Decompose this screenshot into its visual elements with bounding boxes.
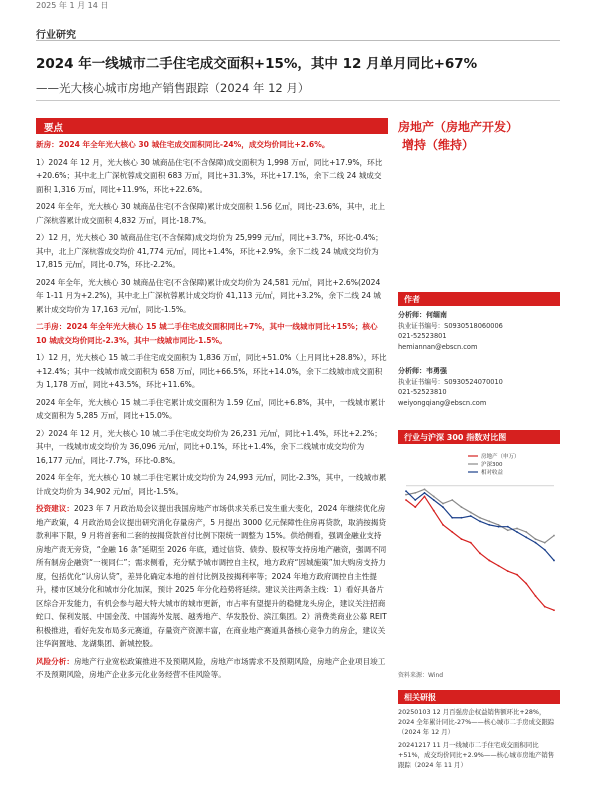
related-box [398,690,560,770]
analyst-cert: 执业证书编号：S0930524070010 [398,377,503,386]
paragraph-text: 2024 年全年，光大核心 10 城二手住宅累计成交均价为 24,993 元/㎡，同比-2.3%，其中，一线城市累计成交均价为 34,902 元/㎡，同比-1.5%。 [36,473,387,496]
chart-legend-label: 相对收益 [481,470,504,476]
chart-point [544,606,546,608]
chart-point [535,542,537,544]
chart-point [507,570,509,572]
body-paragraph [36,351,388,392]
chart-point [498,565,500,567]
chart-point [516,528,518,530]
paragraph-text: 1）2024 年 12 月，光大核心 30 城商品住宅(不含保障)成交面积为 1,998 万㎡，同比+17.9%，环比+20.6%；其中北上广深杭蓉成交面积 683 万㎡，同比+31.3%，环比+17.1%，余下二线 24 城成交面积 1,316 万㎡，同比+11.9%，环比+22.6%。 [36,157,383,194]
page-title: 2024 年一线城市二手住宅成交面积+15%，其中 12 月单月同比+67% [36,56,478,72]
paragraph-text: 2）2024 年 12 月，光大核心 10 城二手住宅成交均价为 26,231 元/㎡，同比+1.4%，环比+2.2%；其中，一线城市成交均价为 36,096 元/㎡，同比+0.1%，环比+1.4%，余下二线城市成交均价为 16,177 元/㎡，同比-7.7%，环比-0.8%。 [36,428,382,465]
chart-point [525,536,527,538]
analyst-card [398,366,560,408]
paragraph-lead: 风险分析： [36,656,74,666]
chart-point [488,524,490,526]
chart-header: 行业与沪深 300 指数对比图 [398,430,560,444]
sidebar [398,118,560,769]
chart-point [544,549,546,551]
chart-point [498,526,500,528]
analyst-card [398,310,560,352]
main-body [36,138,388,686]
chart-point [461,506,463,508]
chart-point [424,488,426,490]
related-report-link[interactable]: 20241217 11 月一线城市二手住宅成交面积同比+51%，成交均价同比+2.9%——核心城市房地产销售跟踪（2024 年 11 月） [398,741,555,769]
chart-point [498,524,500,526]
paragraph-lead: 二手房：2024 年全年光大核心 15 城二手住宅成交面积同比+7%，其中一线城市同比+15%；核心 10 城成交均价同比-2.3%，其中一线城市同比-1.5%。 [36,322,378,345]
chart-point [405,494,407,496]
chart-point [405,499,407,501]
chart-point [451,517,453,519]
chart-point [461,538,463,540]
section-bar [36,118,388,134]
paragraph-text: 2024 年全年，光大核心 30 城商品住宅(不含保障)累计成交均价为 24,581 元/㎡，同比+2.6%(2024 年 1-11 月为+2.2%)，其中北上广深杭蓉累计成交均价 41,113 元/㎡，同比+3.2%，余下二线 24 城累计成交均价为 17,163 元/㎡，同比-1.5%。 [36,277,381,314]
chart-point [488,560,490,562]
paragraph-text: 2）12 月，光大核心 30 城商品住宅(不含保障)成交均价为 25,999 元/㎡，同比+3.7%，环比-0.4%；其中，北上广深杭蓉成交均价 41,774 元/㎡，同比+1.4%，环比+2.9%，余下二线 24 城成交均价为 17,815 元/㎡，同比-0.7%，环比-2.2%。 [36,233,383,269]
chart-point [433,510,435,512]
chart-source: 资料来源：Wind [398,672,444,679]
body-paragraph [36,231,388,272]
chart-point [470,542,472,544]
chart-point [516,574,518,576]
body-paragraph [36,138,388,152]
paragraph-text: 房地产行业宽松政策推进不及预期风险，房地产市场需求不及预期风险，房地产企业项目竣工不及预期风险，房地产企业多元化业务经营不佳风险等。 [36,656,386,679]
paragraph-text: 2023 年 7 月政治局会议提出我国房地产市场供求关系已发生重大变化，2024 年继续优化房地产政策，4 月政治局会议提出研究消化存量房产，5 月提出 3000 亿元保障性住房再贷款，取消按揭贷款利率下限，9 月将首套和二套的按揭贷款首付比例下限统一调整为 15%。供给侧看，强调金融业支持房地产责无旁贷，“金融 16 条”延期至 2026 年底，通过信贷、债券、股权等支持房地产融资，强调不同所有制房企融资“一视同仁”；需求侧看，充分赋予城市调控自主权，地方政府“因城施策”加大购房支持力度，包括优化“认房认贷”，差异化确定本地的首付比例及按揭利率等；2024 年地方政府调控自主性提升，楼市区域分化和城市分化加深，预计 2025 年分化趋势将延续。建议关注两条主线：1）看好具备片区综合开发能力，有机会参与超大特大城市的城市更新，市占率有望提升的稳健龙头房企，建议关注招商蛇口、保利发展、中国金茂、中国海外发展、越秀地产、华发股份、滨江集团。2）消费类商业公募 REIT 积极推进，看好先发布局多元赛道，存量资产资源丰富，在商业地产赛道具备核心竞争力的房企，建议关注华润置地、龙湖集团、新城控股。 [36,504,387,648]
body-paragraph [36,427,388,468]
paragraph-text: 2024 年全年，光大核心 30 城商品住宅(不含保障)累计成交面积 1.56 亿㎡，同比-23.6%，其中，北上广深杭蓉累计成交面积 4,832 万㎡，同比-18.7%。 [36,202,385,225]
chart-point [405,490,407,492]
chart-point [461,517,463,519]
rating-industry: 房地产（房地产开发） [398,120,519,134]
chart-point [535,538,537,540]
body-paragraph [36,156,388,197]
chart-point [516,531,518,533]
chart-point [525,531,527,533]
analyst-email[interactable]: weiyongqiang@ebscn.com [398,398,487,407]
paragraph-lead: 新房：2024 年全年光大核心 30 城住宅成交面积同比-24%，成交均价同比+2.6%。 [36,140,330,149]
chart-point [479,517,481,519]
chart-point [414,499,416,501]
chart-point [470,512,472,514]
body-paragraph [36,200,388,227]
chart-series-line [406,489,554,542]
chart-point [488,520,490,522]
analyst-list [398,310,560,408]
paragraph-lead: 投资建议： [36,504,74,513]
related-report-link[interactable]: 20250103 12 月百强房企权益销售额环比+28%，2024 全年累计同比-27%——核心城市二手房成交跟踪（2024 年 12 月） [398,708,555,736]
body-paragraph [36,276,388,317]
chart-point [442,503,444,505]
top-divider [36,40,560,41]
chart-point [414,492,416,494]
chart-point [442,506,444,508]
chart-svg [398,448,560,668]
chart-point [451,531,453,533]
related-header: 相关研报 [398,690,560,704]
chart-box [398,430,560,679]
author-box [398,292,560,408]
author-header: 作者 [398,292,560,306]
chart-point [507,529,509,531]
section-label: 要点 [44,123,64,134]
chart-point [553,609,555,611]
chart-point [544,542,546,544]
chart-point [470,515,472,517]
chart-legend-label: 房地产（申万） [481,454,520,460]
paragraph-text: 1）12 月，光大核心 15 城二手住宅成交面积为 1,836 万㎡，同比+51.0%（上月同比+28.8%），环比+12.4%；其中一线城市成交面积为 658 万㎡，同比+66.5%，环比+14.0%，余下二线城市成交面积为 1,178 万㎡，同比+43.5%，环比+11.6%。 [36,353,387,389]
body-paragraph [36,396,388,423]
chart-point [479,520,481,522]
body-paragraph [36,655,388,682]
chart-point [442,524,444,526]
body-paragraph [36,471,388,498]
chart-point [507,526,509,528]
chart-area [398,448,560,668]
page-subtitle: ——光大核心城市房地产销售跟踪（2024 年 12 月） [36,81,310,95]
chart-point [433,496,435,498]
analyst-cert: 执业证书编号：S0930518060006 [398,321,503,330]
body-paragraph [36,320,388,347]
mid-divider [36,100,560,101]
report-category: 行业研究 [36,30,76,41]
chart-point [553,535,555,537]
chart-point [525,583,527,585]
analyst-name: 分析师：何缅南 [398,311,447,319]
rating-value: 增持（维持） [402,138,475,152]
analyst-phone: 021-52523801 [398,332,447,340]
related-list [398,707,560,770]
chart-point [414,506,416,508]
chart-legend-label: 沪深300 [481,462,503,468]
chart-point [433,499,435,501]
chart-point [553,560,555,562]
chart-point [535,595,537,597]
analyst-name: 分析师：韦勇强 [398,367,447,375]
analyst-phone: 021-52523810 [398,388,447,396]
paragraph-text: 2024 年全年，光大核心 15 城二手住宅累计成交面积为 1.59 亿㎡，同比+6.8%，其中，一线城市累计成交面积为 5,285 万㎡，同比+15.0%。 [36,397,386,420]
chart-point [479,552,481,554]
analyst-email[interactable]: hemiannan@ebscn.com [398,342,478,351]
chart-point [424,492,426,494]
chart-point [451,499,453,501]
chart-point [424,496,426,498]
body-paragraph [36,502,388,651]
report-date: 2025 年 1 月 14 日 [36,1,109,10]
